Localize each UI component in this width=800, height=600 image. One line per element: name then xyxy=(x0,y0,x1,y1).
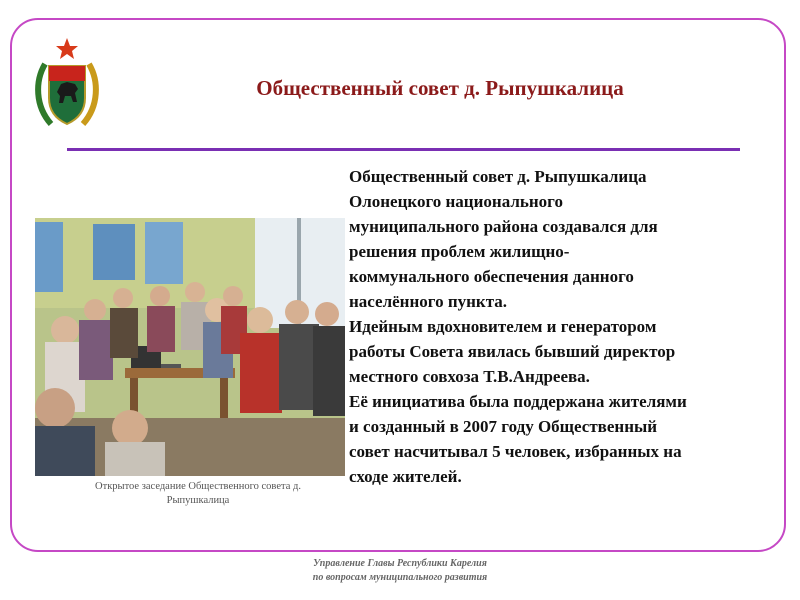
title-divider xyxy=(67,148,740,151)
body-line: работы Совета явилась бывший директор xyxy=(349,342,676,361)
body-line: совет насчитывал 5 человек, избранных на xyxy=(349,442,682,461)
body-line: населённого пункта. xyxy=(349,292,508,311)
footer xyxy=(200,557,600,585)
body-line: Общественный совет д. Рыпушкалица xyxy=(349,167,647,186)
body-line: Олонецкого национального xyxy=(349,192,563,211)
slide-title: Общественный совет д. Рыпушкалица xyxy=(256,76,624,100)
body-line: сходе жителей. xyxy=(349,467,462,486)
footer-line: по вопросам муниципального развития xyxy=(312,572,488,583)
body-line: муниципального района создавался для xyxy=(349,217,658,236)
body-line: коммунального обеспечения данного xyxy=(349,267,634,286)
body-line: местного совхоза Т.В.Андреева. xyxy=(349,367,590,386)
karelia-coat-of-arms-icon xyxy=(33,36,101,132)
photo-caption: Открытое заседание Общественного совета д. Рыпушкалица xyxy=(95,481,301,506)
footer-line: Управление Главы Республики Карелия xyxy=(313,558,487,569)
body-text xyxy=(349,164,795,489)
meeting-photo xyxy=(35,218,345,476)
body-line: Идейным вдохновителем и генератором xyxy=(349,317,657,336)
body-line: Её инициатива была поддержана жителями xyxy=(349,392,687,411)
body-line: решения проблем жилищно- xyxy=(349,242,570,261)
body-line: и созданный в 2007 году Общественный xyxy=(349,417,658,436)
